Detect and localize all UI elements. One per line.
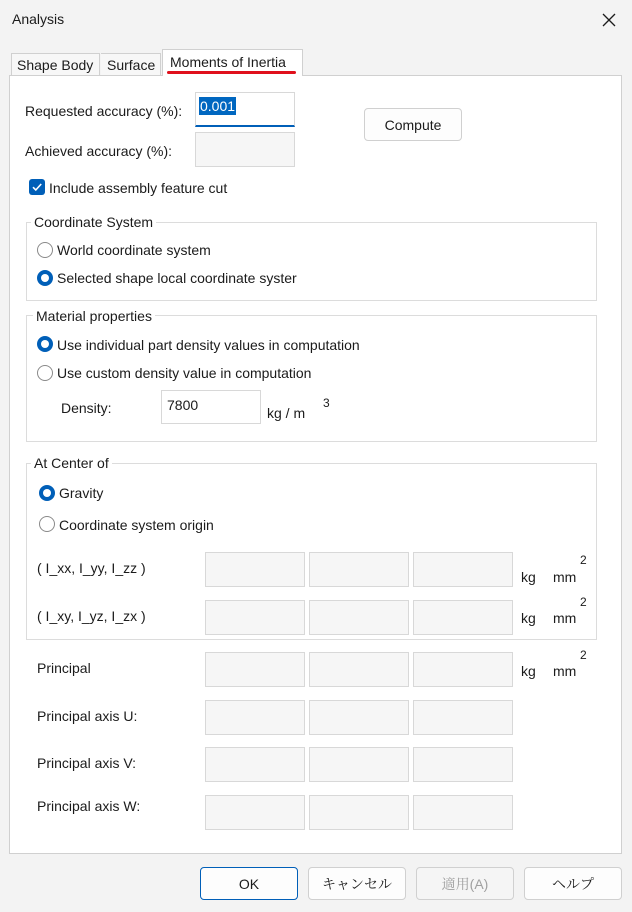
ok-button[interactable]: OK bbox=[200, 867, 298, 900]
principal-2-field bbox=[309, 652, 409, 687]
tab-shape-body[interactable]: Shape Body bbox=[11, 53, 100, 75]
checkmark-icon bbox=[29, 179, 45, 195]
principal-label: Principal bbox=[37, 660, 91, 676]
world-coordinate-label[interactable]: World coordinate system bbox=[57, 242, 211, 258]
principal-3-field bbox=[413, 652, 513, 687]
compute-button[interactable]: Compute bbox=[364, 108, 462, 141]
izx-field bbox=[413, 600, 513, 635]
axis-v-z-field bbox=[413, 747, 513, 782]
window-title: Analysis bbox=[12, 11, 65, 27]
achieved-accuracy-field bbox=[195, 132, 295, 167]
individual-density-radio[interactable] bbox=[37, 336, 53, 352]
close-icon bbox=[602, 13, 616, 27]
principal-axis-v-label: Principal axis V: bbox=[37, 755, 137, 771]
axis-u-x-field bbox=[205, 700, 305, 735]
principal-unit-mm: mm bbox=[553, 663, 577, 679]
close-button[interactable] bbox=[592, 6, 626, 34]
tab-moments-of-inertia[interactable]: Moments of Inertia bbox=[162, 49, 303, 76]
local-coordinate-radio[interactable] bbox=[37, 270, 53, 286]
axis-w-y-field bbox=[309, 795, 409, 830]
gravity-label[interactable]: Gravity bbox=[59, 485, 104, 501]
row2-unit-kg: kg bbox=[521, 610, 536, 626]
requested-accuracy-value: 0.001 bbox=[200, 98, 236, 114]
axis-u-y-field bbox=[309, 700, 409, 735]
principal-unit-kg: kg bbox=[521, 663, 536, 679]
individual-density-label[interactable]: Use individual part density values in computation bbox=[57, 337, 360, 353]
iyz-field bbox=[309, 600, 409, 635]
axis-v-x-field bbox=[205, 747, 305, 782]
requested-accuracy-input[interactable] bbox=[195, 92, 295, 127]
include-cut-label[interactable]: Include assembly feature cut bbox=[49, 180, 228, 196]
principal-1-field bbox=[205, 652, 305, 687]
origin-label[interactable]: Coordinate system origin bbox=[59, 517, 214, 533]
row1-unit-mm: mm bbox=[553, 569, 577, 585]
ixy-field bbox=[205, 600, 305, 635]
apply-button[interactable]: 適用(A) bbox=[416, 867, 514, 900]
include-cut-checkbox[interactable] bbox=[29, 179, 45, 195]
row2-unit-exponent: 2 bbox=[580, 595, 587, 609]
cancel-button[interactable]: キャンセル bbox=[308, 867, 406, 900]
principal-axis-w-label: Principal axis W: bbox=[37, 798, 141, 814]
tab-surface[interactable]: Surface bbox=[101, 53, 161, 75]
origin-radio[interactable] bbox=[39, 516, 55, 532]
row1-unit-kg: kg bbox=[521, 569, 536, 585]
coordinate-system-group bbox=[26, 222, 597, 301]
material-properties-title: Material properties bbox=[33, 308, 155, 324]
axis-u-z-field bbox=[413, 700, 513, 735]
density-unit: kg / m bbox=[267, 405, 306, 421]
axis-w-x-field bbox=[205, 795, 305, 830]
axis-v-y-field bbox=[309, 747, 409, 782]
requested-accuracy-label: Requested accuracy (%): bbox=[25, 103, 183, 119]
center-of-title: At Center of bbox=[31, 455, 112, 471]
diagonal-moments-label: ( I_xx, I_yy, I_zz ) bbox=[37, 560, 146, 576]
active-tab-indicator bbox=[167, 71, 296, 74]
izz-field bbox=[413, 552, 513, 587]
iyy-field bbox=[309, 552, 409, 587]
ixx-field bbox=[205, 552, 305, 587]
product-moments-label: ( I_xy, I_yz, I_zx ) bbox=[37, 608, 146, 624]
title-bar bbox=[0, 0, 632, 40]
axis-w-z-field bbox=[413, 795, 513, 830]
principal-axis-u-label: Principal axis U: bbox=[37, 708, 138, 724]
row1-unit-exponent: 2 bbox=[580, 553, 587, 567]
custom-density-label[interactable]: Use custom density value in computation bbox=[57, 365, 312, 381]
custom-density-radio[interactable] bbox=[37, 365, 53, 381]
world-coordinate-radio[interactable] bbox=[37, 242, 53, 258]
gravity-radio[interactable] bbox=[39, 485, 55, 501]
density-value: 7800 bbox=[167, 397, 199, 413]
density-label: Density: bbox=[61, 400, 112, 416]
achieved-accuracy-label: Achieved accuracy (%): bbox=[25, 143, 173, 159]
coordinate-system-title: Coordinate System bbox=[31, 214, 156, 230]
help-button[interactable]: ヘルプ bbox=[524, 867, 622, 900]
density-unit-exponent: 3 bbox=[323, 396, 330, 410]
local-coordinate-label[interactable]: Selected shape local coordinate syster bbox=[57, 270, 297, 286]
density-input[interactable] bbox=[161, 390, 261, 424]
principal-unit-exponent: 2 bbox=[580, 648, 587, 662]
row2-unit-mm: mm bbox=[553, 610, 577, 626]
